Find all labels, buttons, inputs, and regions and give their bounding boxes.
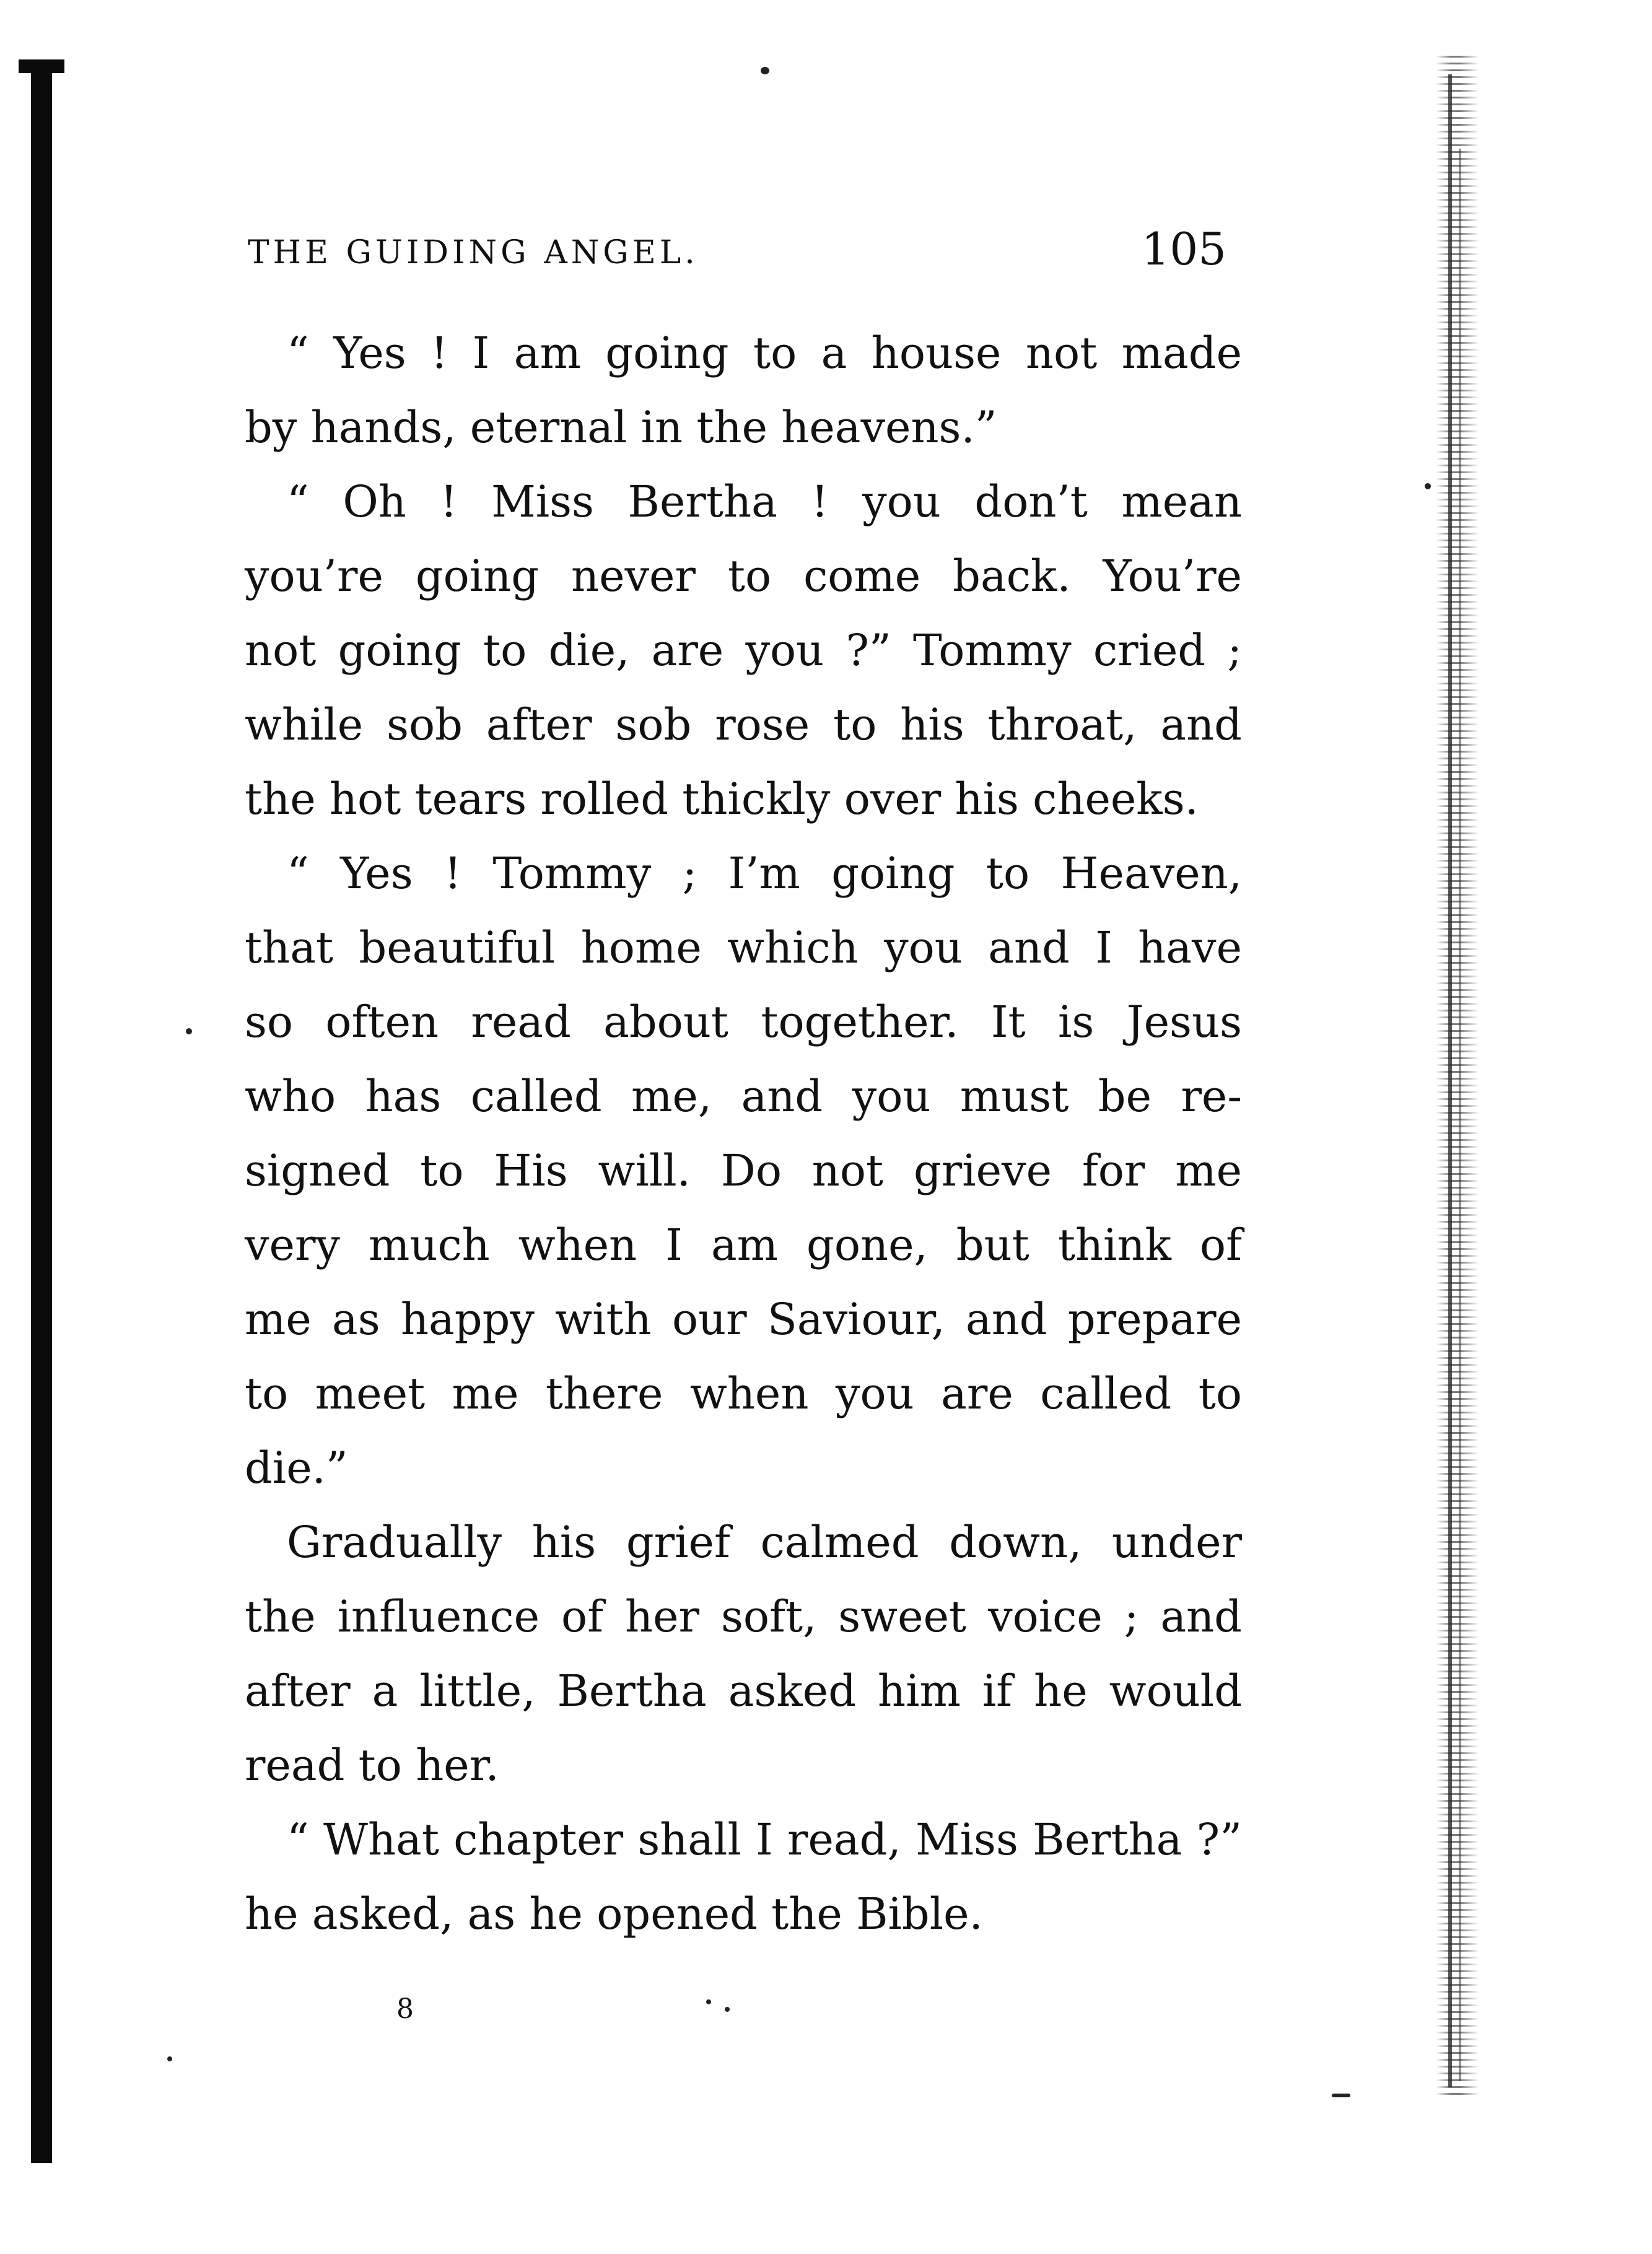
text-line: while sob after sob rose to his throat, and [245, 699, 1242, 750]
scan-speck [725, 2007, 730, 2012]
scan-speck [186, 1028, 192, 1034]
text-line: who has called me, and you must be re- [245, 1071, 1242, 1122]
text-line: that beautiful home which you and I have [245, 922, 1242, 973]
scan-speck [167, 2056, 172, 2061]
scan-speck [761, 67, 769, 74]
running-title: THE GUIDING ANGEL. [248, 234, 699, 271]
text-line: “ Oh ! Miss Bertha ! you don’t mean [287, 476, 1242, 527]
text-line: not going to die, are you ?” Tommy cried ; [245, 625, 1242, 676]
page-edge-shadow [1436, 56, 1479, 2100]
scan-speck [706, 1999, 711, 2004]
body-text [245, 316, 1242, 1951]
text-line: “ Yes ! Tommy ; I’m going to Heaven, [287, 848, 1242, 899]
text-line: “ What chapter shall I read, Miss Bertha ?” [287, 1814, 1242, 1865]
binding-rule-cap [19, 59, 64, 73]
text-line: signed to His will. Do not grieve for me [245, 1145, 1242, 1196]
text-line: “ Yes ! I am going to a house not made [287, 328, 1242, 378]
text-line: after a little, Bertha asked him if he would [245, 1666, 1242, 1716]
text-line: you’re going never to come back. You’re [245, 551, 1242, 601]
scan-speck [1332, 2094, 1350, 2097]
page-number: 105 [1141, 223, 1226, 275]
text-line: read to her. [245, 1740, 499, 1791]
text-line: to meet me there when you are called to [245, 1368, 1242, 1419]
text-line: die.” [245, 1443, 348, 1493]
page-edge-line-secondary [1459, 149, 1461, 2081]
scan-speck [1425, 483, 1431, 489]
text-line: very much when I am gone, but think of [245, 1220, 1242, 1270]
text-line: Gradually his grief calmed down, under [287, 1517, 1242, 1568]
text-line: the hot tears rolled thickly over his cheeks. [245, 774, 1199, 824]
text-line: by hands, eternal in the heavens.” [245, 402, 997, 453]
text-line: the influence of her soft, sweet voice ; and [245, 1591, 1242, 1642]
text-line: me as happy with our Saviour, and prepare [245, 1294, 1242, 1345]
signature-mark: 8 [396, 1993, 414, 2025]
binding-rule [31, 59, 52, 2163]
text-line: he asked, as he opened the Bible. [245, 1889, 983, 1939]
running-header [248, 223, 1226, 279]
text-line: so often read about together. It is Jesus [245, 997, 1242, 1047]
page-edge-line [1448, 74, 1452, 2087]
